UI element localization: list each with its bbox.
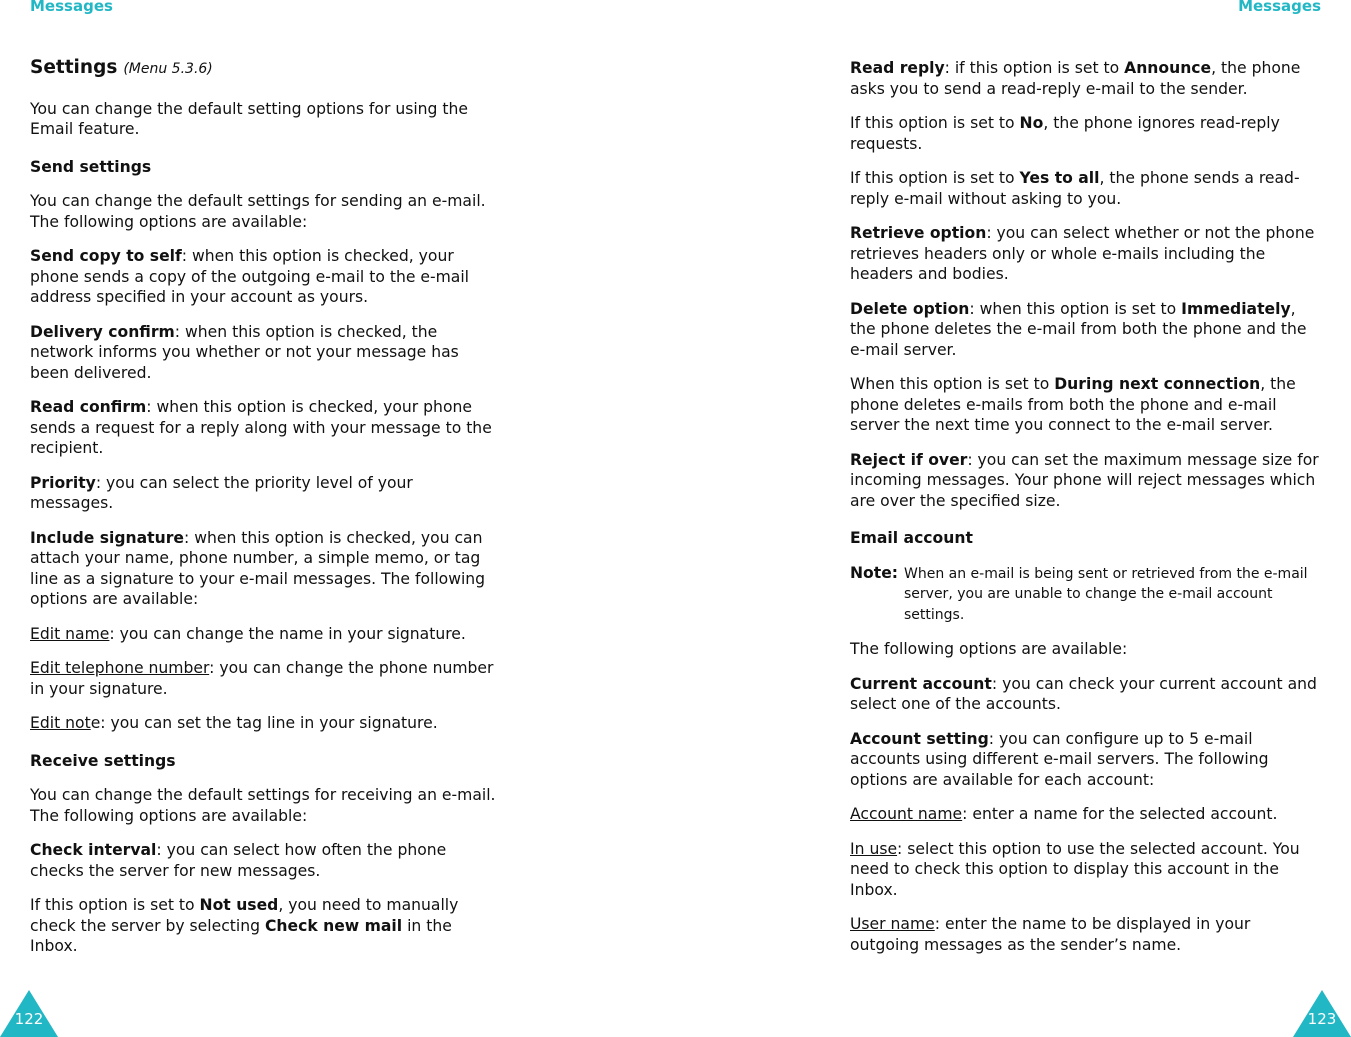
receive-settings-intro: You can change the default settings for receiving an e-mail. The following options are available:: [30, 786, 496, 825]
read-reply-no-item: If this option is set to No, the phone ignores read-reply requests.: [850, 114, 1280, 153]
include-signature-item: Include signature: when this option is checked, you can attach your name, phone number, a simple memo, or tag line as a signature to your e-mail messages. The following options are available:: [30, 528, 486, 608]
page-number-left: 122: [14, 1010, 44, 1028]
read-reply-yes-item: If this option is set to Yes to all, the phone sends a read-reply e-mail without asking to you.: [850, 169, 1300, 208]
read-reply-item: Read reply: if this option is set to Announce, the phone asks you to send a read-reply e-mail to the sender.: [850, 59, 1301, 98]
account-name-item: Account name: enter a name for the selected account.: [850, 805, 1278, 823]
email-account-heading: Email account: [850, 529, 973, 547]
following-options-text: The following options are available:: [850, 640, 1128, 658]
send-settings-heading: Send settings: [30, 157, 152, 176]
edit-name-item: Edit name: you can change the name in your signature.: [30, 624, 466, 643]
in-use-item: In use: select this option to use the selected account. You need to check this option to display this account in the Inbox.: [850, 839, 1300, 899]
read-confirm-item: Read confirm: when this option is checked, your phone sends a request for a reply along with your message to the recipient.: [30, 398, 492, 457]
current-account-item: Current account: you can check your current account and select one of the accounts.: [850, 674, 1317, 713]
send-copy-item: Send copy to self: when this option is checked, your phone sends a copy of the outgoing e-mail to the e-mail address specified in your account as yours.: [30, 247, 470, 306]
page-title: Settings: [30, 57, 118, 78]
reject-if-over-item: Reject if over: you can set the maximum message size for incoming messages. Your phone will reject messages which are over the specified size.: [850, 450, 1319, 510]
check-interval-item: Check interval: you can select how often the phone checks the server for new messages.: [30, 841, 447, 880]
note-text: When an e-mail is being sent or retrieved from the e-mail server, you are unable to change the e-mail account settings.: [904, 565, 1308, 623]
user-name-item: User name: enter the name to be displayed in your outgoing messages as the sender’s name.: [850, 915, 1251, 954]
section-title: [30, 58, 500, 80]
retrieve-option-item: Retrieve option: you can select whether or not the phone retrieves headers only or whole e-mails including the headers and bodies.: [850, 224, 1315, 283]
delivery-confirm-item: Delivery confirm: when this option is checked, the network informs you whether or not your message has been delivered.: [30, 322, 459, 382]
delete-option-item: Delete option: when this option is set to Immediately, the phone deletes the e-mail from both the phone and the e-mail server.: [850, 299, 1307, 359]
page-number-right: 123: [1307, 1010, 1337, 1028]
note-label: Note: [850, 563, 892, 582]
account-setting-item: Account setting: you can configure up to 5 e-mail accounts using different e-mail servers. The following options are available for each account:: [850, 729, 1269, 789]
send-settings-intro: You can change the default settings for sending an e-mail. The following options are available:: [30, 192, 486, 231]
receive-settings-heading: Receive settings: [30, 751, 176, 770]
menu-reference: (Menu 5.3.6): [123, 61, 213, 77]
edit-note-item: Edit note: you can set the tag line in your signature.: [30, 714, 438, 732]
right-page-column: [850, 58, 1320, 969]
running-header-right: Messages: [1238, 0, 1321, 15]
note-block: [850, 563, 1320, 626]
note-colon: :: [891, 563, 899, 582]
left-page-column: [30, 58, 500, 971]
intro-paragraph: You can change the default setting options for using the Email feature.: [30, 99, 468, 138]
edit-telephone-item: Edit telephone number: you can change the phone number in your signature.: [30, 659, 494, 698]
not-used-item: If this option is set to Not used, you need to manually check the server by selecting Check new mail in the Inbox.: [30, 896, 459, 955]
during-next-connection-item: When this option is set to During next connection, the phone deletes e-mails from both the phone and e-mail server the next time you connect to the e-mail server.: [850, 375, 1296, 434]
priority-item: Priority: you can select the priority level of your messages.: [30, 473, 413, 512]
running-header-left: Messages: [30, 0, 113, 15]
